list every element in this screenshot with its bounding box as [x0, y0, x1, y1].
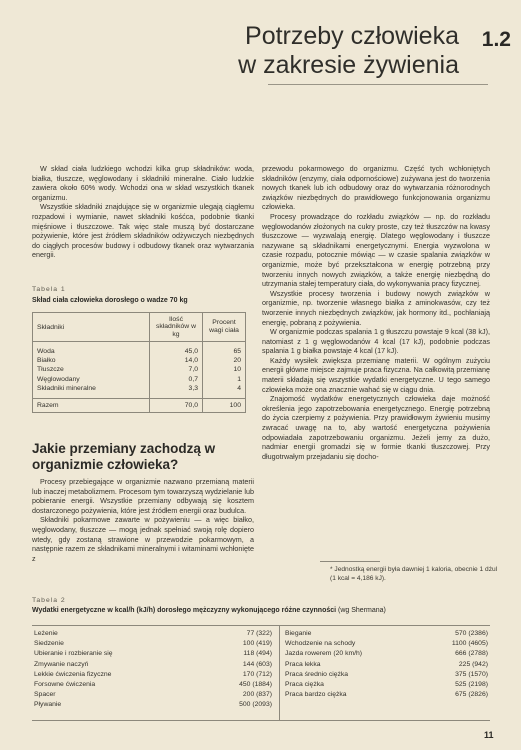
activity-value: 200 (837) — [242, 691, 272, 699]
column-header-amount: Ilość składników w kg — [150, 313, 203, 342]
table-row — [285, 670, 488, 680]
cell-pct: 1 — [203, 375, 246, 384]
table-left-half — [34, 629, 272, 711]
activity-value: 675 (2826) — [455, 691, 488, 699]
page-title — [238, 22, 459, 80]
table-row — [34, 690, 272, 700]
footnote-rule — [320, 561, 380, 562]
activity-name: Forsowne ćwiczenia — [34, 680, 96, 688]
activity-name: Leżenie — [34, 630, 58, 637]
section-heading: Jakie przemiany zachodzą w organizmie człowieka? — [32, 441, 216, 472]
table-row — [33, 342, 246, 357]
table2-caption-main: Wydatki energetyczne w kcal/h (kJ/h) dorosłego mężczyzny wykonującego różne czynności — [32, 607, 337, 614]
activity-name: Praca średnio ciężka — [285, 670, 349, 678]
cell-name: Węglowodany — [33, 375, 150, 384]
table-row — [285, 639, 488, 649]
cell-pct: 10 — [203, 365, 246, 374]
table-row — [34, 639, 272, 649]
activity-name: Lekkie ćwiczenia fizyczne — [34, 670, 112, 678]
body-composition-table — [32, 312, 246, 413]
paragraph: Znajomość wydatków energetycznych człowieka daje możność określenia jego zapotrzebowania energetycznego. Energię potrzebną do życia czerpiemy z pożywienia. Przy prawidłowym żywieniu musimy zwracać uwagę na to, aby wartość energetyczna pożywienia odpowiadała zapotrzebowaniu organizmu. Jeżeli jemy za dużo, nadmiar energii gromadzi się w formie tkanki tłuszczowej. Przy długotrwałym przejadaniu się docho- — [262, 394, 490, 461]
cell-name: Białko — [33, 356, 150, 365]
activity-value: 100 (419) — [242, 640, 272, 648]
cell-kg: 0,7 — [150, 375, 203, 384]
table2-caption — [32, 607, 386, 614]
table-row — [285, 690, 488, 700]
table-column-divider — [279, 626, 280, 720]
activity-name: Spacer — [34, 691, 56, 699]
activity-value: 118 (494) — [243, 650, 272, 658]
header-rule — [268, 84, 488, 85]
table-row — [34, 680, 272, 690]
paragraph: Wszystkie procesy tworzenia i budowy nowych związków w organizmie, np. tworzenie własnego białka z aminokwasów, czy też tworzenie innych niezbędnych związków, jak hormony itd., pochłaniają energię, pobraną z pożywienia. — [262, 288, 490, 327]
table1-label: Tabela 1 — [32, 286, 66, 293]
activity-name: Bieganie — [285, 630, 312, 637]
column-header-component: Składniki — [33, 313, 150, 342]
activity-value: 170 (712) — [242, 670, 272, 678]
energy-expenditure-table — [32, 625, 490, 721]
page-number: 11 — [484, 730, 494, 740]
activity-name: Praca bardzo ciężka — [285, 691, 347, 699]
cell-name: Woda — [33, 342, 150, 357]
cell-pct: 4 — [203, 384, 246, 399]
activity-value: 666 (2788) — [455, 650, 488, 658]
table-row — [34, 629, 272, 639]
activity-value: 144 (603) — [242, 660, 272, 668]
table-row — [285, 680, 488, 690]
cell-name: Razem — [33, 399, 150, 413]
table1-caption: Skład ciała człowieka dorosłego o wadze 70 kg — [32, 297, 188, 304]
paragraph: W skład ciała ludzkiego wchodzi kilka grup składników: woda, białka, tłuszcze, węglowodany i składniki mineralne. Ciało ludzkie zawiera około 60% wody. Wchodzi ona w skład wszystkich tkanek organizmu. — [32, 164, 254, 202]
paragraph: Wszystkie składniki znajdujące się w organizmie ulegają ciągłemu rozpadowi i wymianie, nawet składniki kośćca, podobnie tkanki mięśniowe i tłuszczowe. Tak więc stale muszą być dostarczane pożywienie, które jest źródłem składników odżywczych niezbędnych do ciągłych procesów budowy i odbudowy tkanek oraz wytwarzania energii. — [32, 202, 254, 260]
table-row — [34, 670, 272, 680]
cell-pct: 65 — [203, 342, 246, 357]
cell-kg: 45,0 — [150, 342, 203, 357]
paragraph: Każdy wysiłek zwiększa przemianę materii. W ogólnym zużyciu energii główne miejsce zajmuje praca fizyczna. Na całkowitą przemianę materii składają się wszystkie wydatki energetyczne. U tego samego człowieka może ona znacznie wahać się w ciągu dnia. — [262, 355, 490, 394]
cell-name: Tłuszcze — [33, 365, 150, 374]
paragraph: przewodu pokarmowego do organizmu. Część tych wchłoniętych składników (enzymy, ciała odpornościowe) zużywana jest do tworzenia nowych tkanek lub ich odbudowy oraz do wytwarzania różnorodnych związków niezbędnych do prawidłowego funkcjonowania organizmu człowieka. — [262, 164, 490, 212]
table2-label: Tabela 2 — [32, 597, 66, 604]
table-row — [34, 700, 272, 710]
cell-kg: 70,0 — [150, 399, 203, 413]
activity-name: Zmywanie naczyń — [34, 660, 89, 668]
activity-value: 570 (2386) — [455, 630, 488, 637]
table-row — [33, 356, 246, 365]
table-row — [34, 649, 272, 659]
table-row — [285, 629, 488, 639]
right-column — [262, 164, 490, 461]
activity-name: Wchodzenie na schody — [285, 640, 356, 648]
cell-pct: 100 — [203, 399, 246, 413]
activity-name: Jazda rowerem (20 km/h) — [285, 650, 363, 658]
left-column-section — [32, 477, 254, 563]
column-header-percent: Procent wagi ciała — [203, 313, 246, 342]
table-row — [33, 384, 246, 399]
table-row — [33, 375, 246, 384]
paragraph: W organizmie podczas spalania 1 g tłuszczu powstaje 9 kcal (38 kJ), natomiast z 1 g węglowodanów 4 kcal (17 kJ), podobnie podczas spalania 1 g białka powstaje 4 kcal (17 kJ). — [262, 327, 490, 356]
activity-name: Praca lekka — [285, 660, 321, 668]
cell-kg: 14,0 — [150, 356, 203, 365]
footnote: * Jednostką energii była dawniej 1 kaloria, obecnie 1 dżul (1 kcal = 4,186 kJ). — [330, 566, 498, 582]
activity-value: 77 (322) — [246, 630, 272, 637]
page-title-line-1: Potrzeby człowieka — [245, 22, 459, 50]
paragraph: Składniki pokarmowe zawarte w pożywieniu — a więc białko, węglowodany, tłuszcze — mogą jednak spełniać swoją rolę dopiero wtedy, gdy zostaną strawione w przewodzie pokarmowym, a następnie razem ze składnikami mineralnymi i witaminami wchłonięte z — [32, 515, 254, 563]
paragraph: Procesy prowadzące do rozkładu związków — np. do rozkładu węglowodanów złożonych na cukry proste, czy też tłuszczów na kwasy tłuszczowe — wyzwalają energię. Dlatego węglowodany i tłuszcze nazywane są składnikami energetycznymi. Energia wyzwolona w czasie rozpadu, potocznie mówiąc — w czasie spalania związków w organizmie, może być przekształcona w energię potrzebną przy tworzeniu innych nowych związków, a także energię niezbędną do utrzymania stałej temperatury ciała, do wykonywania pracy fizycznej. — [262, 211, 490, 289]
table-total-row — [33, 399, 246, 413]
table-row — [34, 660, 272, 670]
activity-name: Ubieranie i rozbieranie się — [34, 650, 113, 658]
table-right-half — [285, 629, 488, 700]
table-header-row — [33, 313, 246, 342]
activity-value: 225 (942) — [458, 660, 488, 668]
activity-value: 450 (1884) — [239, 680, 272, 688]
table2-caption-source: (wg Shermana) — [336, 607, 386, 614]
paragraph: Procesy przebiegające w organizmie nazwano przemianą materii lub inaczej metabolizmem. Procesom tym towarzyszą wydzielanie lub pobieranie energii. Wszystkie przemiany odbywają się kosztem dostarczonego pożywienia, które jest źródłem energii oraz budulca. — [32, 477, 254, 515]
activity-name: Praca ciężka — [285, 680, 324, 688]
activity-value: 1100 (4605) — [451, 640, 488, 648]
activity-value: 500 (2093) — [239, 701, 272, 709]
left-column-intro — [32, 164, 254, 260]
table-row — [285, 660, 488, 670]
activity-name: Siedzenie — [34, 640, 64, 648]
page-title-line-2: w zakresie żywienia — [238, 51, 459, 79]
activity-value: 375 (1570) — [455, 670, 488, 678]
cell-name: Składniki mineralne — [33, 384, 150, 399]
cell-kg: 7,0 — [150, 365, 203, 374]
cell-kg: 3,3 — [150, 384, 203, 399]
chapter-number: 1.2 — [481, 28, 511, 51]
activity-value: 525 (2198) — [455, 680, 488, 688]
table-row — [285, 649, 488, 659]
activity-name: Pływanie — [34, 701, 62, 709]
table-row — [33, 365, 246, 374]
cell-pct: 20 — [203, 356, 246, 365]
